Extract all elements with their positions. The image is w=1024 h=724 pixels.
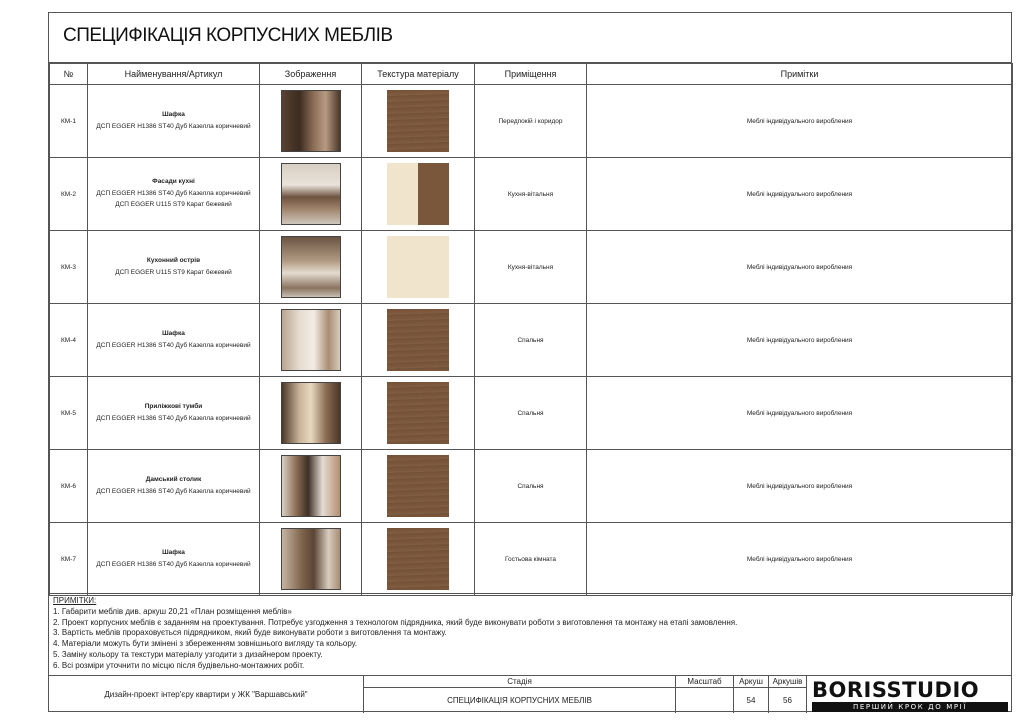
item-material-line: ДСП EGGER H1386 ST40 Дуб Казелла коричневий xyxy=(96,487,251,495)
logo-brand: BORISSTUDIO xyxy=(812,678,980,702)
item-name: Шафка xyxy=(162,548,185,556)
item-material-line: ДСП EGGER H1386 ST40 Дуб Казелла коричневий xyxy=(96,560,251,568)
texture-swatch-beige xyxy=(387,236,449,298)
note-item: 6. Всі розміри уточнити по місцю після будівельно-монтажних робіт. xyxy=(53,660,305,670)
dressing-photo xyxy=(281,455,341,517)
sheet-number: 54 xyxy=(734,688,769,713)
item-name-cell xyxy=(88,158,260,231)
item-code: КМ-3 xyxy=(50,231,88,304)
item-room: Гостьова кімната xyxy=(475,523,587,596)
table-row xyxy=(50,523,1013,596)
title-stamp xyxy=(49,675,1012,713)
bedroom-photo-light xyxy=(281,309,341,371)
item-name: Приліжкові тумби xyxy=(144,402,203,410)
item-texture-cell xyxy=(362,231,475,304)
scale-label: Масштаб xyxy=(676,676,734,688)
item-material-line: ДСП EGGER H1386 ST40 Дуб Казелла коричневий xyxy=(96,190,251,197)
title-block xyxy=(49,13,1011,63)
item-note: Меблі індивідуального виробления xyxy=(587,304,1013,377)
sheet-label: Аркуш xyxy=(734,676,769,688)
project-name-cell xyxy=(49,676,364,713)
item-code: КМ-4 xyxy=(50,304,88,377)
item-name: Кухонний острів xyxy=(146,256,201,264)
col-header-notes: Примітки xyxy=(587,64,1013,85)
table-row xyxy=(50,231,1013,304)
item-material-line: ДСП EGGER U115 ST9 Карат бежевий xyxy=(115,201,232,208)
studio-logo xyxy=(810,678,1010,711)
item-texture-cell xyxy=(362,85,475,158)
item-name-cell xyxy=(88,377,260,450)
col-header-name: Найменування/Артикул xyxy=(88,64,260,85)
texture-swatch-oak xyxy=(387,528,449,590)
item-name: Шафка xyxy=(162,110,185,118)
kitchen-photo xyxy=(281,163,341,225)
table-row xyxy=(50,304,1013,377)
note-item: 5. Заміну кольору та текстури матеріалу узгодити з дизайнером проекту. xyxy=(53,649,323,659)
item-name-cell xyxy=(88,231,260,304)
notes-block xyxy=(49,593,1011,675)
item-note: Меблі індивідуального виробления xyxy=(587,523,1013,596)
island-photo xyxy=(281,236,341,298)
item-note: Меблі індивідуального виробления xyxy=(587,377,1013,450)
item-code: КМ-5 xyxy=(50,377,88,450)
item-room: Спальня xyxy=(475,377,587,450)
texture-swatch-oak xyxy=(387,382,449,444)
item-room: Спальня xyxy=(475,450,587,523)
item-room: Передпокій і коридор xyxy=(475,85,587,158)
item-name-cell xyxy=(88,304,260,377)
col-header-image: Зображення xyxy=(260,64,362,85)
item-note: Меблі індивідуального виробления xyxy=(587,158,1013,231)
item-image-cell xyxy=(260,377,362,450)
col-header-room: Приміщення xyxy=(475,64,587,85)
item-texture-cell xyxy=(362,304,475,377)
item-room: Кухня-вітальня xyxy=(475,158,587,231)
item-material-line: ДСП EGGER U115 ST9 Карат бежевий xyxy=(115,268,232,276)
texture-swatch-oak xyxy=(387,455,449,517)
item-name: Дамський столик xyxy=(145,475,202,483)
item-name: Фасади кухні xyxy=(152,178,195,185)
item-texture-cell xyxy=(362,377,475,450)
item-material-line: ДСП EGGER H1386 ST40 Дуб Казелла коричневий xyxy=(96,122,251,130)
item-note: Меблі індивідуального виробления xyxy=(587,450,1013,523)
item-name-cell xyxy=(88,450,260,523)
bedroom-photo-warm xyxy=(281,382,341,444)
note-item: 3. Вартість меблів прораховується підрядником, який буде виконувати роботи з виготовлення та монтажу. xyxy=(53,628,447,638)
item-code: КМ-7 xyxy=(50,523,88,596)
item-image-cell xyxy=(260,158,362,231)
item-name-cell xyxy=(88,523,260,596)
table-row xyxy=(50,450,1013,523)
item-image-cell xyxy=(260,450,362,523)
item-texture-cell xyxy=(362,158,475,231)
item-room: Спальня xyxy=(475,304,587,377)
table-row xyxy=(50,377,1013,450)
item-image-cell xyxy=(260,231,362,304)
texture-swatch-split xyxy=(387,163,449,225)
stage-label: Стадія xyxy=(364,676,676,688)
logo-tagline: ПЕРШИЙ КРОК ДО МРІЇ xyxy=(853,702,967,711)
item-name-cell xyxy=(88,85,260,158)
item-image-cell xyxy=(260,85,362,158)
note-item: 2. Проект корпусних меблів є заданням на проектування. Потребує узгодження з технологом підрядника, який буде виконувати роботи з виготовлення та монтажу на етапі замовлення. xyxy=(53,617,738,627)
note-item: 4. Матеріали можуть бути змінені з збереженням зовнішнього вигляду та кольору. xyxy=(53,639,358,649)
note-item: 1. Габарити меблів див. аркуш 20,21 «План розміщення меблів» xyxy=(53,606,292,616)
table-row xyxy=(50,85,1013,158)
item-name: Шафка xyxy=(162,329,185,337)
item-code: КМ-1 xyxy=(50,85,88,158)
col-header-number: № xyxy=(50,64,88,85)
specification-sheet xyxy=(48,12,1012,712)
item-image-cell xyxy=(260,304,362,377)
notes-heading: ПРИМІТКИ: xyxy=(53,596,97,605)
item-note: Меблі індивідуального виробления xyxy=(587,85,1013,158)
scale-value-cell xyxy=(676,688,734,713)
project-name: Дизайн-проект інтер'єру квартири у ЖК "Варшавський" xyxy=(104,690,308,699)
item-texture-cell xyxy=(362,523,475,596)
item-code: КМ-2 xyxy=(50,158,88,231)
item-material-line: ДСП EGGER H1386 ST40 Дуб Казелла коричневий xyxy=(96,414,251,422)
guest-room-photo xyxy=(281,528,341,590)
furniture-table xyxy=(49,63,1013,596)
item-texture-cell xyxy=(362,450,475,523)
col-header-texture: Текстура матеріалу xyxy=(362,64,475,85)
sheet-title: СПЕЦИФІКАЦІЯ КОРПУСНИХ МЕБЛІВ xyxy=(364,688,676,713)
table-row xyxy=(50,158,1013,231)
item-code: КМ-6 xyxy=(50,450,88,523)
item-image-cell xyxy=(260,523,362,596)
wardrobe-photo-dark xyxy=(281,90,341,152)
item-material-line: ДСП EGGER H1386 ST40 Дуб Казелла коричневий xyxy=(96,341,251,349)
item-note: Меблі індивідуального виробления xyxy=(587,231,1013,304)
item-room: Кухня-вітальня xyxy=(475,231,587,304)
texture-swatch-oak xyxy=(387,90,449,152)
texture-swatch-oak xyxy=(387,309,449,371)
sheets-total: 56 xyxy=(769,688,807,713)
sheets-label: Аркушів xyxy=(769,676,807,688)
table-header-row xyxy=(50,64,1013,85)
page-title: СПЕЦИФІКАЦІЯ КОРПУСНИХ МЕБЛІВ xyxy=(63,25,393,46)
